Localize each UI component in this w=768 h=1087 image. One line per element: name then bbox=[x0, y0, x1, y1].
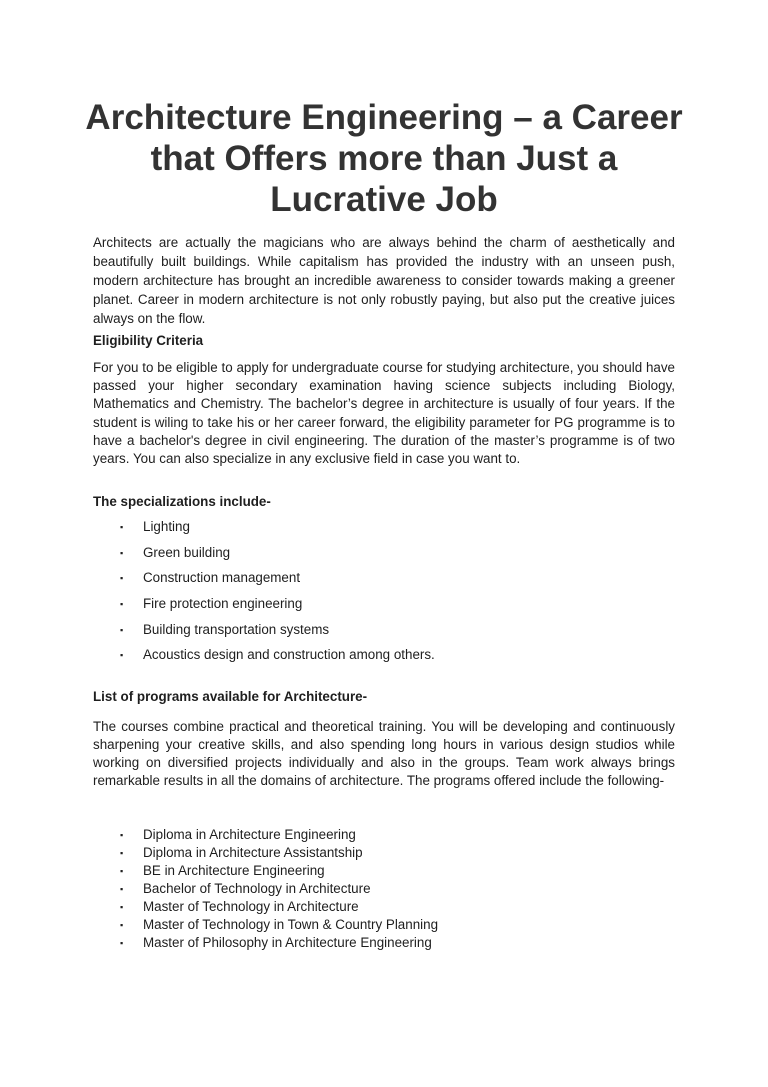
list-item: ▪ Diploma in Architecture Engineering bbox=[120, 827, 356, 842]
programs-list bbox=[93, 826, 438, 952]
programs-paragraph: The courses combine practical and theoretical training. You will be developing and continuously sharpening your creative skills, and also spending long hours in various design studios while working on diversified projects individually and also in the groups. Team work always brings remarkable results in all the domains of architecture. The programs offered include the following- bbox=[93, 719, 675, 788]
list-item: ▪ Bachelor of Technology in Architecture bbox=[120, 881, 371, 896]
list-item: ▪ Green building bbox=[120, 544, 231, 560]
specializations-list bbox=[93, 518, 435, 672]
list-item: ▪ Building transportation systems bbox=[120, 621, 330, 637]
list-item: ▪ Diploma in Architecture Assistantship bbox=[120, 845, 363, 860]
list-item: ▪ Acoustics design and construction among others. bbox=[120, 647, 435, 663]
bullet-icon: ▪ bbox=[120, 573, 124, 584]
bullet-icon: ▪ bbox=[120, 938, 124, 948]
list-item: ▪ Master of Technology in Architecture bbox=[120, 899, 359, 914]
bullet-icon: ▪ bbox=[120, 902, 124, 912]
document-title: Architecture Engineering – a Career that Offers more than Just a Lucrative Job bbox=[85, 98, 683, 219]
list-item: ▪ Lighting bbox=[120, 519, 190, 534]
list-item: ▪ Master of Technology in Town & Country Planning bbox=[120, 917, 439, 932]
bullet-icon: ▪ bbox=[120, 599, 124, 610]
bullet-icon: ▪ bbox=[120, 866, 124, 876]
bullet-icon: ▪ bbox=[120, 848, 124, 858]
programs-heading: List of programs available for Architecture- bbox=[93, 689, 368, 704]
eligibility-heading: Eligibility Criteria bbox=[93, 333, 204, 348]
bullet-icon: ▪ bbox=[120, 920, 124, 930]
bullet-icon: ▪ bbox=[120, 884, 124, 894]
bullet-icon: ▪ bbox=[120, 522, 124, 532]
list-item: ▪ Master of Philosophy in Architecture Engineering bbox=[120, 935, 432, 950]
intro-paragraph: Architects are actually the magicians who are always behind the charm of aesthetically and beautifully built buildings. While capitalism has provided the industry with an unseen push, modern architecture has brought an incredible awareness to consider towards making a greener planet. Career in modern architecture is not only robustly paying, but also put the creative juices always on the flow. bbox=[93, 235, 675, 326]
bullet-icon: ▪ bbox=[120, 830, 124, 840]
bullet-icon: ▪ bbox=[120, 624, 124, 635]
bullet-icon: ▪ bbox=[120, 547, 124, 558]
list-item: ▪ BE in Architecture Engineering bbox=[120, 863, 325, 878]
bullet-icon: ▪ bbox=[120, 650, 124, 661]
list-item: ▪ Fire protection engineering bbox=[120, 596, 303, 612]
eligibility-paragraph: For you to be eligible to apply for undergraduate course for studying architecture, you should have passed your higher secondary examination having science subjects including Biology, Mathematics and Chemistry. The bachelor’s degree in architecture is usually of four years. If the student is wiling to take his or her career forward, the eligibility parameter for PG programme is to have a bachelor's degree in civil engineering. The duration of the master’s programme is of two years. You can also specialize in any exclusive field in case you want to. bbox=[93, 360, 675, 467]
list-item: ▪ Construction management bbox=[120, 570, 301, 586]
specializations-heading: The specializations include- bbox=[93, 494, 271, 509]
